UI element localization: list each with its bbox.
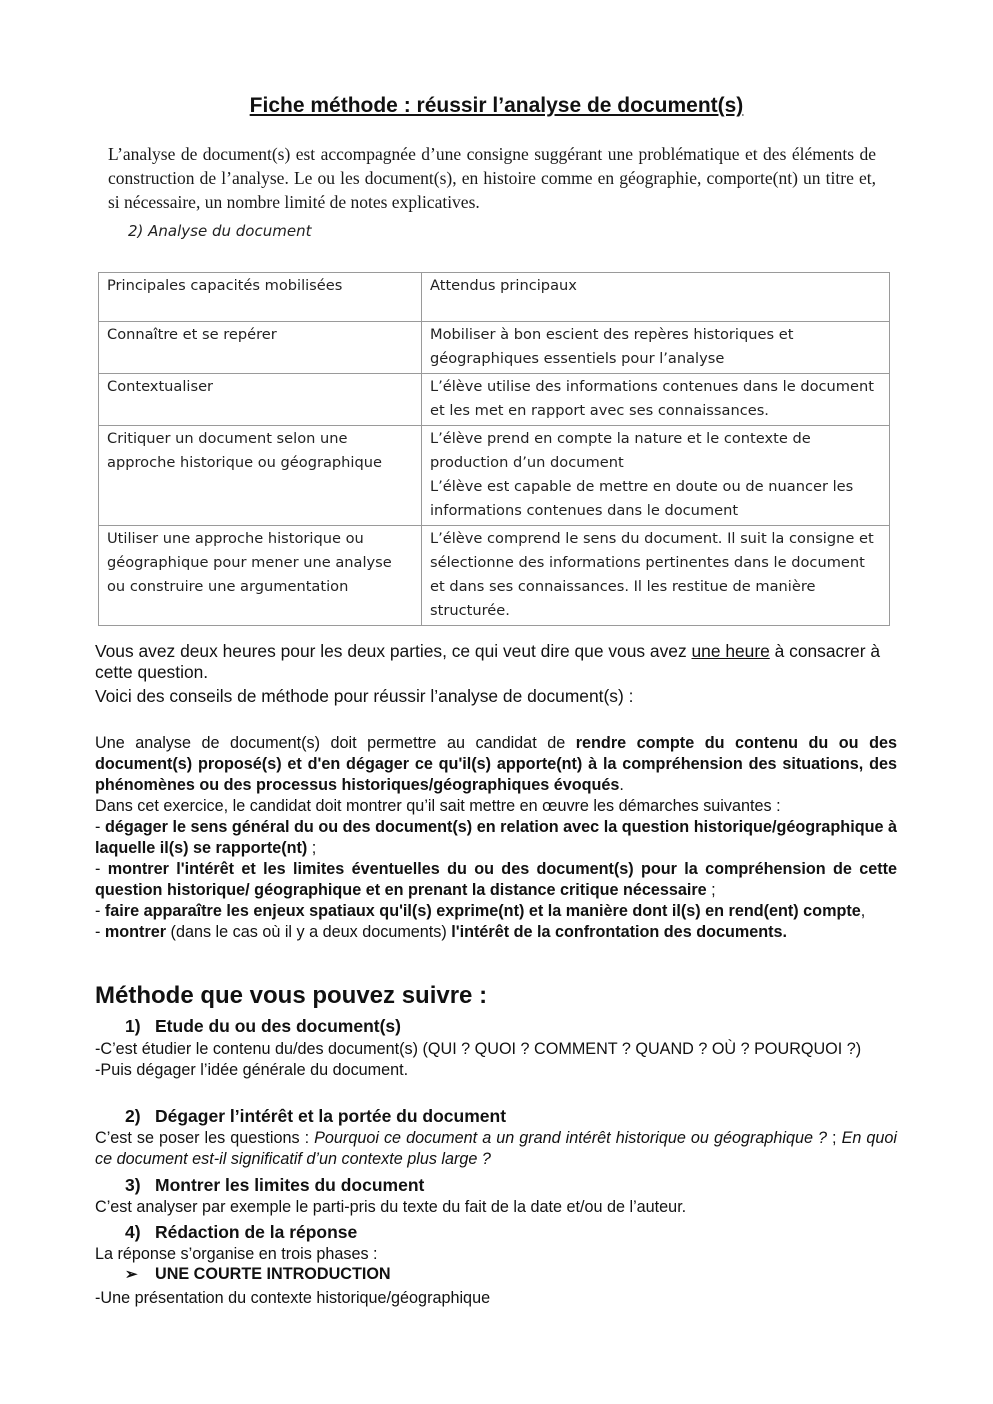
table-cell: L’élève utilise des informations contenues dans le document et les met en rapport avec ses connaissances. xyxy=(422,374,890,426)
time-underlined: une heure xyxy=(691,641,770,661)
method-title: Méthode que vous pouvez suivre : xyxy=(95,982,488,1009)
page-title: Fiche méthode : réussir l’analyse de document(s) xyxy=(249,94,744,117)
paragraph-1: Une analyse de document(s) doit permettre au candidat de rendre compte du contenu du ou des document(s) proposé(s) et d'en dégager ce qu'il(s) apporte(nt) à la compréhension des situations, des phénomènes ou des processus historiques/géographiques évoqués. xyxy=(95,734,897,794)
step-3-title: 3) Montrer les limites du document xyxy=(125,1175,425,1195)
step-3-text: C’est analyser par exemple le parti-pris du texte du fait de la date et/ou de l’auteur. xyxy=(95,1198,687,1216)
list-item: - faire apparaître les enjeux spatiaux qu'il(s) exprime(nt) et la manière dont il(s) en rend(ent) compte, xyxy=(95,902,866,920)
step-4-text: La réponse s’organise en trois phases : xyxy=(95,1245,378,1263)
table-cell: Critiquer un document selon une approche historique ou géographique xyxy=(99,426,422,526)
table-row xyxy=(99,322,890,374)
list-item: - dégager le sens général du ou des document(s) en relation avec la question historique/géographique à laquelle il(s) se rapporte(nt) ; xyxy=(95,818,898,857)
table-header-cell: Attendus principaux xyxy=(422,273,890,322)
step-1-title: 1) Etude du ou des document(s) xyxy=(125,1016,401,1036)
step-1-text: -C’est étudier le contenu du/des document(s) (QUI ? QUOI ? COMMENT ? QUAND ? OÙ ? POURQUOI ?) -Puis dégager l’idée générale du document. xyxy=(95,1040,862,1079)
table-cell: Mobiliser à bon escient des repères historiques et géographiques essentiels pour l’analyse xyxy=(422,322,890,374)
time-paragraph: Vous avez deux heures pour les deux parties, ce qui veut dire que vous avez une heure à consacrer à cette question. xyxy=(95,641,881,682)
section-subheading: 2) Analyse du document xyxy=(128,222,312,240)
list-item: - montrer l'intérêt et les limites éventuelles du ou des document(s) pour la compréhension de cette question historique/ géographique et en prenant la distance critique nécessaire ; xyxy=(95,860,898,899)
list-item: - montrer (dans le cas où il y a deux documents) l'intérêt de la confrontation des documents. xyxy=(95,923,788,941)
method-paragraphs xyxy=(95,733,897,943)
table-row xyxy=(99,374,890,426)
arrow-item: ➢ UNE COURTE INTRODUCTION xyxy=(125,1265,391,1283)
table-header-row xyxy=(99,273,890,322)
step-2-title: 2) Dégager l’intérêt et la portée du document xyxy=(125,1106,507,1126)
table-row xyxy=(99,526,890,626)
capacities-table xyxy=(98,272,890,626)
arrow-bullet-icon: ➢ xyxy=(125,1266,138,1283)
table-cell: Contextualiser xyxy=(99,374,422,426)
step-4-title: 4) Rédaction de la réponse xyxy=(125,1222,358,1242)
table-cell: L’élève prend en compte la nature et le contexte de production d’un document L’élève est capable de mettre en doute ou de nuancer les informations contenues dans le document xyxy=(422,426,890,526)
intro-description: -Une présentation du contexte historique/géographique xyxy=(95,1289,491,1307)
table-cell: Connaître et se repérer xyxy=(99,322,422,374)
table-cell: L’élève comprend le sens du document. Il suit la consigne et sélectionne des informations pertinentes dans le document et dans ses connaissances. Il les restitue de manière structurée. xyxy=(422,526,890,626)
paragraph-2: Dans cet exercice, le candidat doit montrer qu’il sait mettre en œuvre les démarches suivantes : xyxy=(95,797,781,815)
table-header-cell: Principales capacités mobilisées xyxy=(99,273,422,322)
table-cell: Utiliser une approche historique ou géographique pour mener une analyse ou construire une argumentation xyxy=(99,526,422,626)
intro-paragraph: L’analyse de document(s) est accompagnée d’une consigne suggérant une problématique et des éléments de construction de l’analyse. Le ou les document(s), en histoire comme en géographie, comporte(nt) un titre et, si nécessaire, un nombre limité de notes explicatives. xyxy=(108,144,876,212)
advice-intro: Voici des conseils de méthode pour réussir l’analyse de document(s) : xyxy=(95,686,634,706)
table-row xyxy=(99,426,890,526)
step-2-text: C’est se poser les questions : Pourquoi ce document a un grand intérêt historique ou géographique ? ; En quoi ce document est-il significatif d’un contexte plus large ? xyxy=(95,1129,897,1168)
